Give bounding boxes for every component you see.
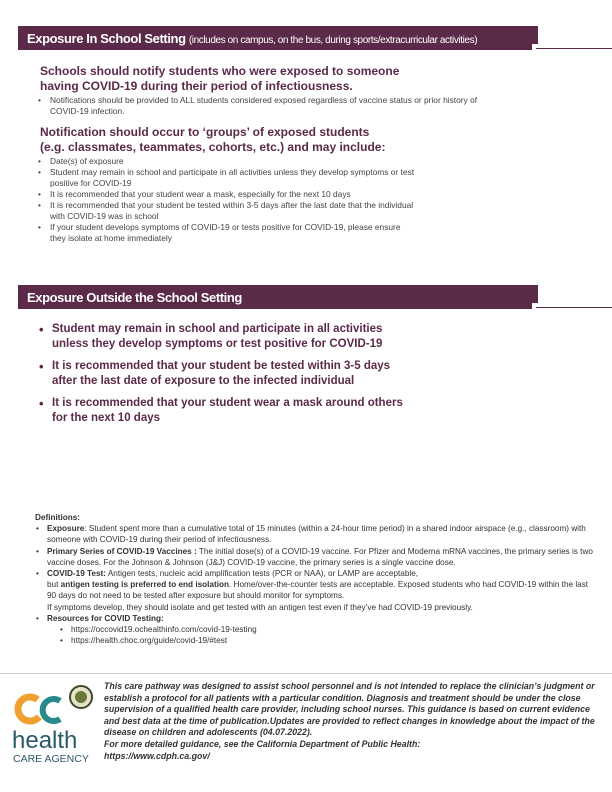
logo-c-arc [43,699,60,721]
notify-heading-line2: having COVID-19 during their period of infectiousness. [40,79,353,93]
list-item: • It is recommended that your student be tested within 3-5 days after the last date that the individual with COVID-19 was in school [36,200,416,222]
disclaimer-text: This care pathway was designed to assist school personnel and is not intended to replace the clinician’s judgment or establish a protocol for all patients with a particular condition. Diagnosis and treatment should be under the close supervision of a qualified health care provider, including school nurses. This guidance is based on current evidence and best data at the time of publication.Updates are provided to reflect changes in knowledge about the impact of the disease on children and adolescents (04.07.2022). [104,681,595,738]
logo-graphic [12,684,98,774]
definitions-title: Definitions: [35,513,81,522]
definition-text: : Student spent more than a cumulative total of 15 minutes (within a 24-hour time period) in a shared indoor airspace (e.g., classroom) with someone with COVID-19 during their period of infectiousness. [47,524,586,545]
list-item: • It is recommended that your student be tested within 3-5 days after the last date of exposure to the infected individual [36,359,416,389]
term: Primary Series of COVID-19 Vaccines : [47,546,197,556]
definition-text: If symptoms develop, they should isolate and get tested with an antigen test even if they’ve had COVID-19 previously. [47,602,473,612]
groups-heading-line1: Notification should occur to ‘groups’ of exposed students [40,125,370,139]
oc-health-care-agency-logo [12,684,98,774]
seal-center [75,691,87,703]
list-item: • Student may remain in school and participate in all activities unless they develop symptoms or test positive for COVID-19 [36,167,416,189]
notify-heading-line1: Schools should notify students who were exposed to someone [40,64,400,78]
footer-disclaimer [104,681,602,762]
list-item: • If your student develops symptoms of COVID-19 or tests positive for COVID-19, please ensure they isolate at home immediately [36,222,416,244]
more-guidance-text: For more detailed guidance, see the California Department of Public Health: [104,738,421,749]
definitions [35,512,595,646]
definition-text: Antigen tests, nucleic acid amplification tests (PCR or NAA), or LAMP are acceptable, [106,569,419,579]
banner-rule [536,48,612,49]
definition-text: . Home/over-the-counter tests are acceptable. Exposed students who had COVID-19 within the last 90 days do not need to be tested after exposure but should monitor for symptoms. [47,580,589,601]
cdph-link[interactable]: https://www.cdph.ca.gov/ [104,750,210,761]
definition-primary-series [35,546,595,568]
definition-text: The initial dose(s) of a COVID-19 vaccine. For Pfizer and Moderna mRNA vaccines, the primary series is two vaccine doses. For the Johnson & Johnson (J&J) COVID-19 vaccine, the primary series is a single vaccine dose. [47,546,593,567]
list-item: • It is recommended that your student wear a mask, especially for the next 10 days [36,189,416,200]
banner-note: (includes on campus, on the bus, during sports/extracurricular activities) [188,35,478,46]
resource-link[interactable]: • https://health.choc.org/guide/covid-19/#test [47,635,595,646]
logo-word-health: health [12,727,78,754]
definition-covid-test [35,568,595,613]
resource-link[interactable]: • https://occovid19.ochealthinfo.com/covid-19-testing [47,624,595,635]
list-item: • It is recommended that your student wear a mask around others for the next 10 days [36,396,416,426]
definition-text: but [47,580,61,590]
section-banner-in-school [18,26,538,50]
footer-divider [0,673,612,674]
term: Resources for COVID Testing: [47,613,164,623]
banner-title: Exposure Outside the School Setting [27,290,242,305]
notice-list [36,95,486,117]
emphasis: antigen testing is preferred to end isolation [60,580,229,590]
term: COVID-19 Test: [47,569,106,579]
list-item: • Student may remain in school and participate in all activities unless they develop symptoms or test positive for COVID-19 [36,322,416,352]
term: Exposure [47,524,85,534]
section-banner-outside-school [18,285,538,309]
include-list [36,156,416,244]
list-item: • Notifications should be provided to ALL students considered exposed regardless of vaccine status or prior history of COVID-19 infection. [36,95,486,117]
notify-heading [40,64,399,94]
list-item: • Date(s) of exposure [36,156,416,167]
definition-resources [35,613,595,647]
logo-word-agency: CARE AGENCY [13,753,89,765]
groups-heading-line2: (e.g. classmates, teammates, cohorts, etc.) and may include: [40,140,386,154]
outside-list [36,322,416,433]
banner-title: Exposure In School Setting [27,31,186,46]
banner-rule [536,307,612,308]
groups-heading [40,125,385,155]
definition-exposure [35,523,595,545]
